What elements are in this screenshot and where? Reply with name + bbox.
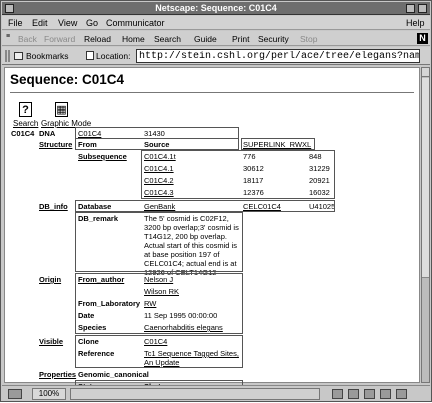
author-link[interactable]: Wilson RK [144, 287, 180, 296]
tag-clone: Clone [78, 337, 99, 346]
location-input[interactable] [136, 49, 420, 63]
subseq-start: 12376 [243, 188, 264, 197]
conference-icon[interactable] [396, 389, 407, 399]
tag-reference: Reference [78, 349, 115, 358]
table-row [241, 138, 315, 150]
guide-button[interactable]: Guide [194, 34, 217, 44]
tag-properties[interactable]: Properties [39, 370, 77, 379]
title-bar [2, 2, 430, 15]
search-button[interactable]: Search [154, 34, 181, 44]
tag-database: Database [78, 202, 112, 211]
subseq-link[interactable]: C01C4.1 [144, 164, 174, 173]
zoom-level: 100% [32, 388, 66, 400]
stop-button[interactable]: Stop [300, 34, 318, 44]
tag-genomic-canonical: Genomic_canonical [78, 370, 149, 379]
minimize-button[interactable] [406, 4, 415, 13]
status-bar [2, 385, 430, 401]
tag-origin[interactable]: Origin [39, 275, 62, 284]
superlink-link[interactable]: SUPERLINK_RWXL [243, 140, 312, 149]
menu-bar [2, 16, 430, 30]
maximize-button[interactable] [418, 4, 427, 13]
origin-table [75, 273, 243, 334]
tag-db-remark: DB_remark [78, 214, 119, 223]
navigation-toolbar [2, 31, 430, 46]
tag-species: Species [78, 323, 107, 332]
home-button[interactable]: Home [122, 34, 145, 44]
graphic-mode-icon: ▦ [56, 104, 67, 116]
subseq-end: 16032 [309, 188, 330, 197]
subseq-start: 30612 [243, 164, 264, 173]
dna-tag: DNA [39, 129, 56, 138]
security-button[interactable]: Security [258, 34, 289, 44]
genbank-link[interactable]: GenBank [144, 202, 176, 211]
back-button[interactable]: Back [18, 34, 37, 44]
scroll-thumb[interactable] [422, 78, 429, 278]
reference-link[interactable]: Tc1 Sequence Tagged Sites, An Update [144, 349, 239, 367]
subseq-link[interactable]: C01C4.2 [144, 176, 174, 185]
tag-from-laboratory: From_Laboratory [78, 299, 141, 308]
subseq-link[interactable]: C01C4.3 [144, 188, 174, 197]
subseq-end: 848 [309, 152, 322, 161]
location-label: Location: [96, 51, 131, 61]
page-proxy-icon[interactable] [86, 51, 94, 60]
progress-bar [70, 388, 320, 400]
tag-date: Date [78, 311, 95, 320]
subseq-end: 31229 [309, 164, 330, 173]
dna-length: 31430 [144, 129, 165, 138]
subseq-link[interactable]: C01C4.1t [144, 152, 176, 161]
mail-icon[interactable] [332, 389, 343, 399]
tag-source: Source [144, 140, 170, 149]
bookmarks-icon[interactable] [14, 52, 23, 60]
author-link[interactable]: Nelson J [144, 275, 174, 284]
window-title: Netscape: Sequence: C01C4 [155, 3, 277, 13]
menu-go[interactable]: Go [86, 18, 99, 28]
menu-view[interactable]: View [58, 18, 78, 28]
menu-file[interactable]: File [8, 18, 23, 28]
table-row [75, 200, 335, 212]
clone-link[interactable]: C01C4 [144, 337, 168, 346]
lab-link[interactable]: RW [144, 299, 157, 308]
page-content: Sequence: C01C4 ? Search ▦ Graphic Mode C01C4 DNA C01C4 31430 Structure From Source SUPERLINK_RWXL Subsequence C01C4.1t 776 848 C01C4.1 30612 31229 C01C4.2 18117 20921 C01C4.3 12376 16032 DB_info Database GenBank CELC01C4 U41025 DB_remark The 5' cosmid is C02F12, 3200 bp overlap;3' cosmid is T14G12, 200 bp overlap. Actual start of this cosmid is at base position 197 of CELC01C4; actual end is at 12926 of CELT14G12 Origin From_author Nelson J Wilson RK From_Laboratory RW Date 11 Sep 1995 00:00:00 Species Caenorhabditis elegans Visible Clone C01C4 Reference Tc1 Sequence Tagged Sites, An Update Properties Genomic_canonical [4, 67, 420, 383]
tag-structure[interactable]: Structure [39, 140, 73, 149]
menu-edit[interactable]: Edit [32, 18, 48, 28]
address-book-icon[interactable] [380, 389, 391, 399]
location-toolbar [2, 47, 430, 65]
tag-db-info[interactable]: DB_info [39, 202, 68, 211]
subsequence-table [141, 150, 335, 199]
composer-icon[interactable] [364, 389, 375, 399]
tag-subsequence[interactable]: Subsequence [78, 152, 127, 161]
news-icon[interactable] [348, 389, 359, 399]
menu-help[interactable]: Help [406, 18, 425, 28]
tag-from-author[interactable]: From_author [78, 275, 125, 284]
search-icon: ? [19, 102, 32, 117]
subseq-end: 20921 [309, 176, 330, 185]
vertical-scrollbar[interactable] [421, 67, 430, 383]
accession-value: U41025 [309, 202, 336, 211]
divider [10, 92, 414, 93]
subseq-start: 18117 [243, 176, 264, 185]
subseq-start: 776 [243, 152, 256, 161]
object-name: C01C4 [11, 129, 35, 138]
toolbar-grip-icon: ≡ [6, 33, 11, 40]
visible-table [75, 335, 243, 368]
tag-from: From [78, 140, 97, 149]
print-button[interactable]: Print [232, 34, 250, 44]
bookmarks-button[interactable]: Bookmarks [26, 51, 69, 61]
celc-link[interactable]: CELC01C4 [243, 202, 281, 211]
page-title: Sequence: C01C4 [10, 72, 125, 87]
netscape-logo: N [417, 33, 428, 44]
reload-button[interactable]: Reload [84, 34, 111, 44]
forward-button[interactable]: Forward [44, 34, 76, 44]
scroll-up-icon[interactable] [422, 68, 429, 77]
date-value: 11 Sep 1995 00:00:00 [144, 311, 218, 320]
menu-communicator[interactable]: Communicator [106, 18, 165, 28]
table-row [75, 212, 243, 272]
remark-text: The 5' cosmid is C02F12, 3200 bp overlap;3' cosmid is T14G12, 200 bp overlap. Actual start of this cosmid is at base position 197 of CELC01C4; actual end is at 12926 of CELT14G12 [144, 214, 239, 277]
security-lock-icon[interactable] [8, 389, 22, 399]
dna-link[interactable]: C01C4 [78, 129, 102, 138]
tag-visible[interactable]: Visible [39, 337, 64, 346]
table-row [75, 138, 239, 150]
species-link[interactable]: Caenorhabditis elegans [144, 323, 223, 332]
toolbar-grip-icon [5, 50, 10, 62]
